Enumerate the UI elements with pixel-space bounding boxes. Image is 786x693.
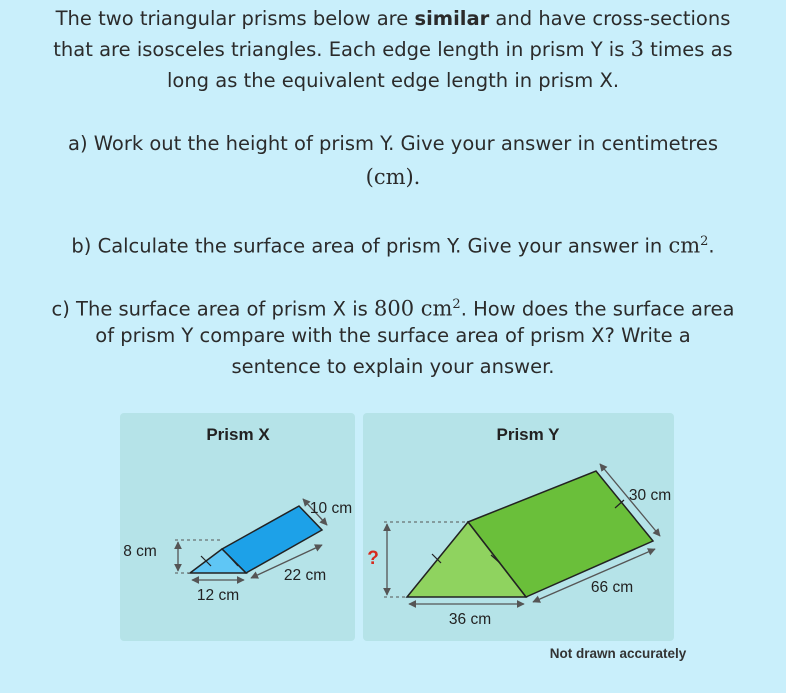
part-c-line-1: c) The surface area of prism X is 800 $cm^2$. How does the surface area bbox=[51, 296, 735, 321]
part-c-line-3: sentence to explain your answer. bbox=[231, 355, 555, 378]
prism-y-slant-label: 30 cm bbox=[628, 487, 672, 504]
prism-y-length-label: 66 cm bbox=[590, 579, 634, 596]
part-a-line-1: a) Work out the height of prism Y. Give your answer in centimetres bbox=[68, 132, 718, 155]
part-a-line-2: (cm). bbox=[365, 165, 421, 189]
prism-y-base-label: 36 cm bbox=[448, 611, 492, 628]
prism-x-height-label: 8 cm bbox=[123, 543, 157, 560]
prism-x-slant-label: 10 cm bbox=[309, 500, 353, 517]
intro-line-2: that are isosceles triangles. Each edge length in prism Y is 3 times as bbox=[53, 37, 733, 61]
prism-y-height-label: ? bbox=[367, 548, 379, 569]
prism-x-base-label: 12 cm bbox=[196, 587, 240, 604]
part-b-text: b) Calculate the surface area of prism Y. Give your answer in $cm^2$. bbox=[71, 233, 715, 258]
prism-y-title: Prism Y bbox=[496, 425, 560, 444]
not-drawn-accurately-note: Not drawn accurately bbox=[549, 646, 687, 661]
part-c-line-2: of prism Y compare with the surface area of prism X? Write a bbox=[95, 324, 691, 347]
prism-x-title: Prism X bbox=[206, 425, 270, 444]
intro-line-1: The two triangular prisms below are similar and have cross-sections bbox=[55, 7, 731, 30]
prism-x-length-label: 22 cm bbox=[283, 567, 327, 584]
intro-line-3: long as the equivalent edge length in prism X. bbox=[166, 69, 620, 92]
